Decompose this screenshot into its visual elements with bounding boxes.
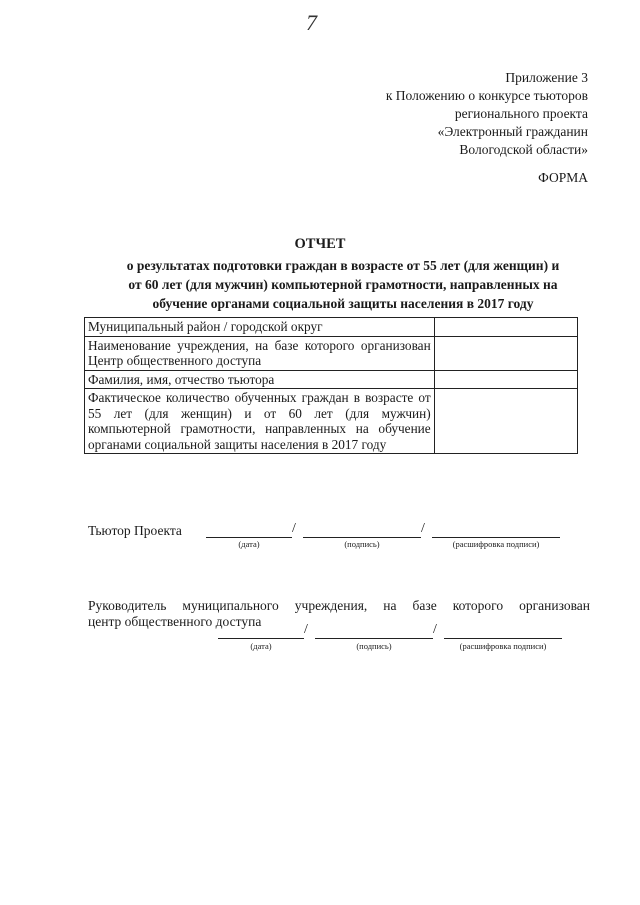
head-label-continued: центр общественного доступа <box>88 614 262 629</box>
appendix-line: регионального проекта <box>454 106 588 121</box>
page-number: 7 <box>306 10 317 35</box>
caption-date: (дата) <box>250 641 272 651</box>
head-label: Руководитель муниципального учреждения, на базе которого организован <box>88 598 590 613</box>
subtitle-line: от 60 лет (для мужчин) компьютерной грамотности, направленных на <box>128 277 558 292</box>
form-label: ФОРМА <box>538 170 588 185</box>
row-label: Фактическое количество обученных граждан в возрасте от 55 лет (для женщин) и от 60 лет (для мужчин) компьютерной грамотности, направленных на обучение органами социальной защиты населения в 2017 году <box>85 389 435 454</box>
head-signature-line[interactable] <box>315 638 433 639</box>
table-row <box>85 389 578 454</box>
row-label: Муниципальный район / городской округ <box>85 318 435 337</box>
report-subtitle <box>96 256 590 313</box>
row-value-cell[interactable] <box>434 370 577 389</box>
table-row <box>85 318 578 337</box>
appendix-line: к Положению о конкурсе тьюторов <box>385 88 588 103</box>
tutor-date-line[interactable] <box>206 537 292 538</box>
row-value-cell[interactable] <box>434 389 577 454</box>
report-title: ОТЧЕТ <box>294 236 346 252</box>
report-table <box>84 317 578 454</box>
appendix-line: «Электронный гражданин <box>437 124 588 139</box>
row-value-cell[interactable] <box>434 318 577 337</box>
caption-signature: (подпись) <box>344 539 380 549</box>
tutor-decoding-line[interactable] <box>432 537 560 538</box>
table-row <box>85 370 578 389</box>
head-decoding-line[interactable] <box>444 638 562 639</box>
row-label: Фамилия, имя, отчество тьютора <box>85 370 435 389</box>
row-label: Наименование учреждения, на базе которого организован Центр общественного доступа <box>85 336 435 370</box>
separator-slash: / <box>433 622 437 637</box>
caption-decoding: (расшифровка подписи) <box>459 641 547 651</box>
head-date-line[interactable] <box>218 638 304 639</box>
caption-signature: (подпись) <box>356 641 392 651</box>
tutor-label: Тьютор Проекта <box>88 523 182 538</box>
separator-slash: / <box>304 622 308 637</box>
separator-slash: / <box>421 521 425 536</box>
caption-date: (дата) <box>238 539 260 549</box>
row-value-cell[interactable] <box>434 336 577 370</box>
separator-slash: / <box>292 521 296 536</box>
caption-decoding: (расшифровка подписи) <box>452 539 540 549</box>
table-row <box>85 336 578 370</box>
tutor-signature-line[interactable] <box>303 537 421 538</box>
subtitle-line: о результатах подготовки граждан в возрасте от 55 лет (для женщин) и <box>126 258 560 273</box>
subtitle-line: обучение органами социальной защиты населения в 2017 году <box>152 296 534 311</box>
appendix-header <box>386 69 588 159</box>
appendix-line: Приложение 3 <box>505 70 588 85</box>
appendix-line: Вологодской области» <box>459 142 588 157</box>
